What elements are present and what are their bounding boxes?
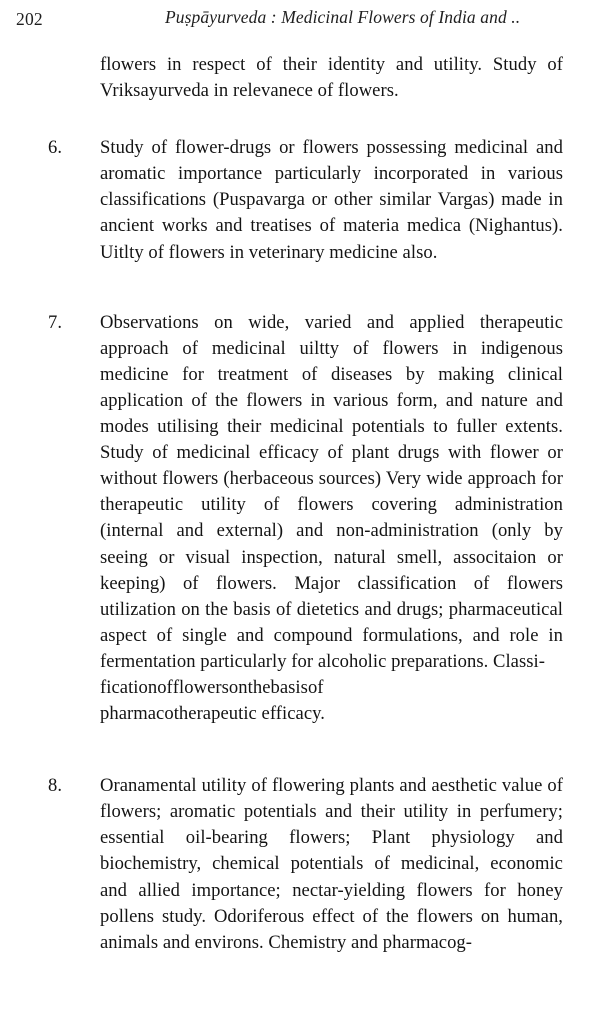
- body-text-column: [48, 52, 563, 956]
- list-item: [48, 135, 563, 265]
- list-item-justified-line: ficationofflowersonthebasisof: [100, 676, 324, 698]
- list-item: [48, 773, 563, 956]
- list-item-marker: 8.: [48, 775, 63, 797]
- list-item-marker: 6.: [48, 137, 63, 159]
- book-title-header: Puṣpāyurveda : Medicinal Flowers of India and ..: [165, 7, 521, 27]
- list-item-text-part-2: pharmacotherapeutic efficacy.: [100, 703, 325, 725]
- running-header: [0, 0, 600, 40]
- list-item: [48, 310, 563, 728]
- list-item-text: Oranamental utility of flowering plants and aesthetic value of flowers; aromatic potentials and their utility in perfumery; essential oil-bearing flowers; Plant physiology and biochemistry, chemical potentials of medicinal, economic and allied importance; nectar-yielding flowers for honey pollens study. Odoriferous effect of the flowers on human, animals and environs. Chemistry and pharmacog-: [100, 775, 563, 953]
- page-number: 202: [16, 9, 43, 29]
- intro-paragraph: flowers in respect of their identity and utility. Study of Vriksayurveda in relevanece of flowers.: [100, 54, 563, 102]
- list-item-marker: 7.: [48, 311, 63, 333]
- list-item-text-part-1: Observations on wide, varied and applied therapeutic approach of medicinal uiltty of flowers in indigenous medicine for treatment of diseases by making clinical application of the flowers in various form, and nature and modes utilising their medicinal potentials to fuller extents. Study of medicinal efficacy of plant drugs with flower or without flowers (herbaceous sources) Very wide approach for therapeutic utility of flowers covering administration (internal and external) and non-administration (only by seeing or visual inspection, natural smell, associtaion or keeping) of flowers. Major classification of flowers utilization on the basis of dietetics and drugs; pharmaceutical aspect of single and compound formulations, and role in fermentation particularly for alcoholic preparations. Classi-: [100, 311, 563, 672]
- list-item-text: Study of flower-drugs or flowers possessing medicinal and aromatic importance particularly incorporated in various classifications (Puspavarga or other similar Vargas) made in ancient works and treatises of materia medica (Nighantus). Uitlty of flowers in veterinary medicine also.: [100, 137, 563, 263]
